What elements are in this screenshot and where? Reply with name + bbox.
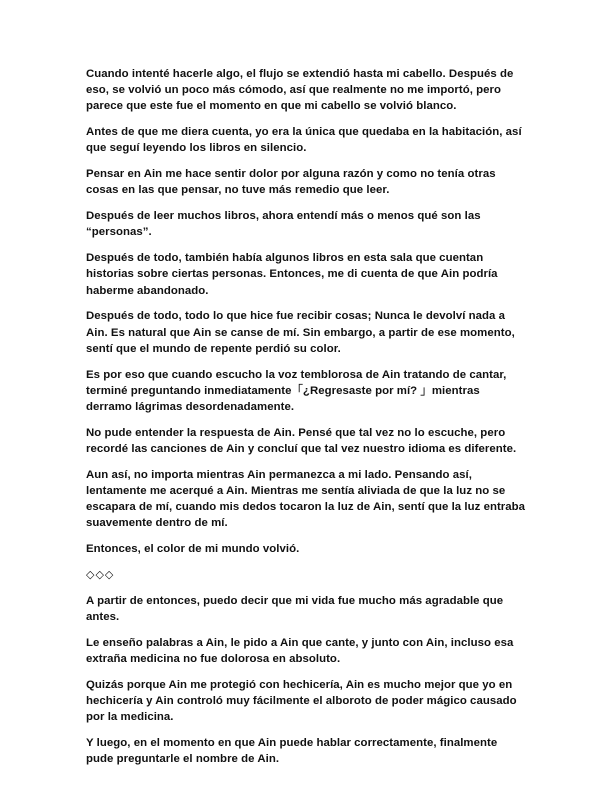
section-separator: ◇◇◇ [86, 569, 115, 582]
paragraph: Después de todo, todo lo que hice fue recibir cosas; Nunca le devolví nada a Ain. Es natural que Ain se canse de mí. Sin embargo, a partir de ese momento, sentí que el mundo de repente perdió su color. [86, 310, 515, 355]
paragraph: Después de leer muchos libros, ahora entendí más o menos qué son las “personas”. [86, 210, 481, 239]
paragraph: No pude entender la respuesta de Ain. Pensé que tal vez no lo escuche, pero recordé las canciones de Ain y concluí que tal vez nuestro idioma es diferente. [86, 426, 517, 456]
paragraph: Cuando intenté hacerle algo, el flujo se extendió hasta mi cabello. Después de eso, se volvió un poco más cómodo, así que realmente no me importó, pero parece que este fue el momento en que mi cabello se volvió blanco. [86, 68, 514, 113]
paragraph: Y luego, en el momento en que Ain puede hablar correctamente, finalmente pude preguntarle el nombre de Ain. [86, 736, 498, 766]
paragraph: Entonces, el color de mi mundo volvió. [86, 543, 300, 556]
paragraph: Quizás porque Ain me protegió con hechicería, Ain es mucho mejor que yo en hechicería y Ain controló muy fácilmente el alboroto de poder mágico causado por la medicina. [86, 678, 517, 724]
paragraph: Pensar en Ain me hace sentir dolor por alguna razón y como no tenía otras cosas en las que pensar, no tuve más remedio que leer. [86, 168, 496, 197]
paragraph: Después de todo, también había algunos libros en esta sala que cuentan historias sobre ciertas personas. Entonces, me di cuenta de que Ain podría haberme abandonado. [86, 252, 498, 297]
paragraph: Aun así, no importa mientras Ain permanezca a mi lado. Pensando así, lentamente me acerqué a Ain. Mientras me sentía aliviada de que la luz no se escapara de mí, cuando mis dedos tocaron la luz de Ain, sentí que la luz entraba suavemente dentro de mí. [86, 468, 526, 530]
paragraph: Antes de que me diera cuenta, yo era la única que quedaba en la habitación, así que seguí leyendo los libros en silencio. [86, 126, 522, 155]
paragraph: A partir de entonces, puedo decir que mi vida fue mucho más agradable que antes. [86, 594, 504, 623]
document-page [86, 66, 526, 777]
paragraph: Es por eso que cuando escucho la voz temblorosa de Ain tratando de cantar, terminé preguntando inmediatamente「¿Regresaste por mí? 」mientras derramo lágrimas desordenadamente. [86, 368, 507, 414]
paragraph: Le enseño palabras a Ain, le pido a Ain que cante, y junto con Ain, incluso esa extraña medicina no fue dolorosa en absoluto. [86, 636, 514, 665]
